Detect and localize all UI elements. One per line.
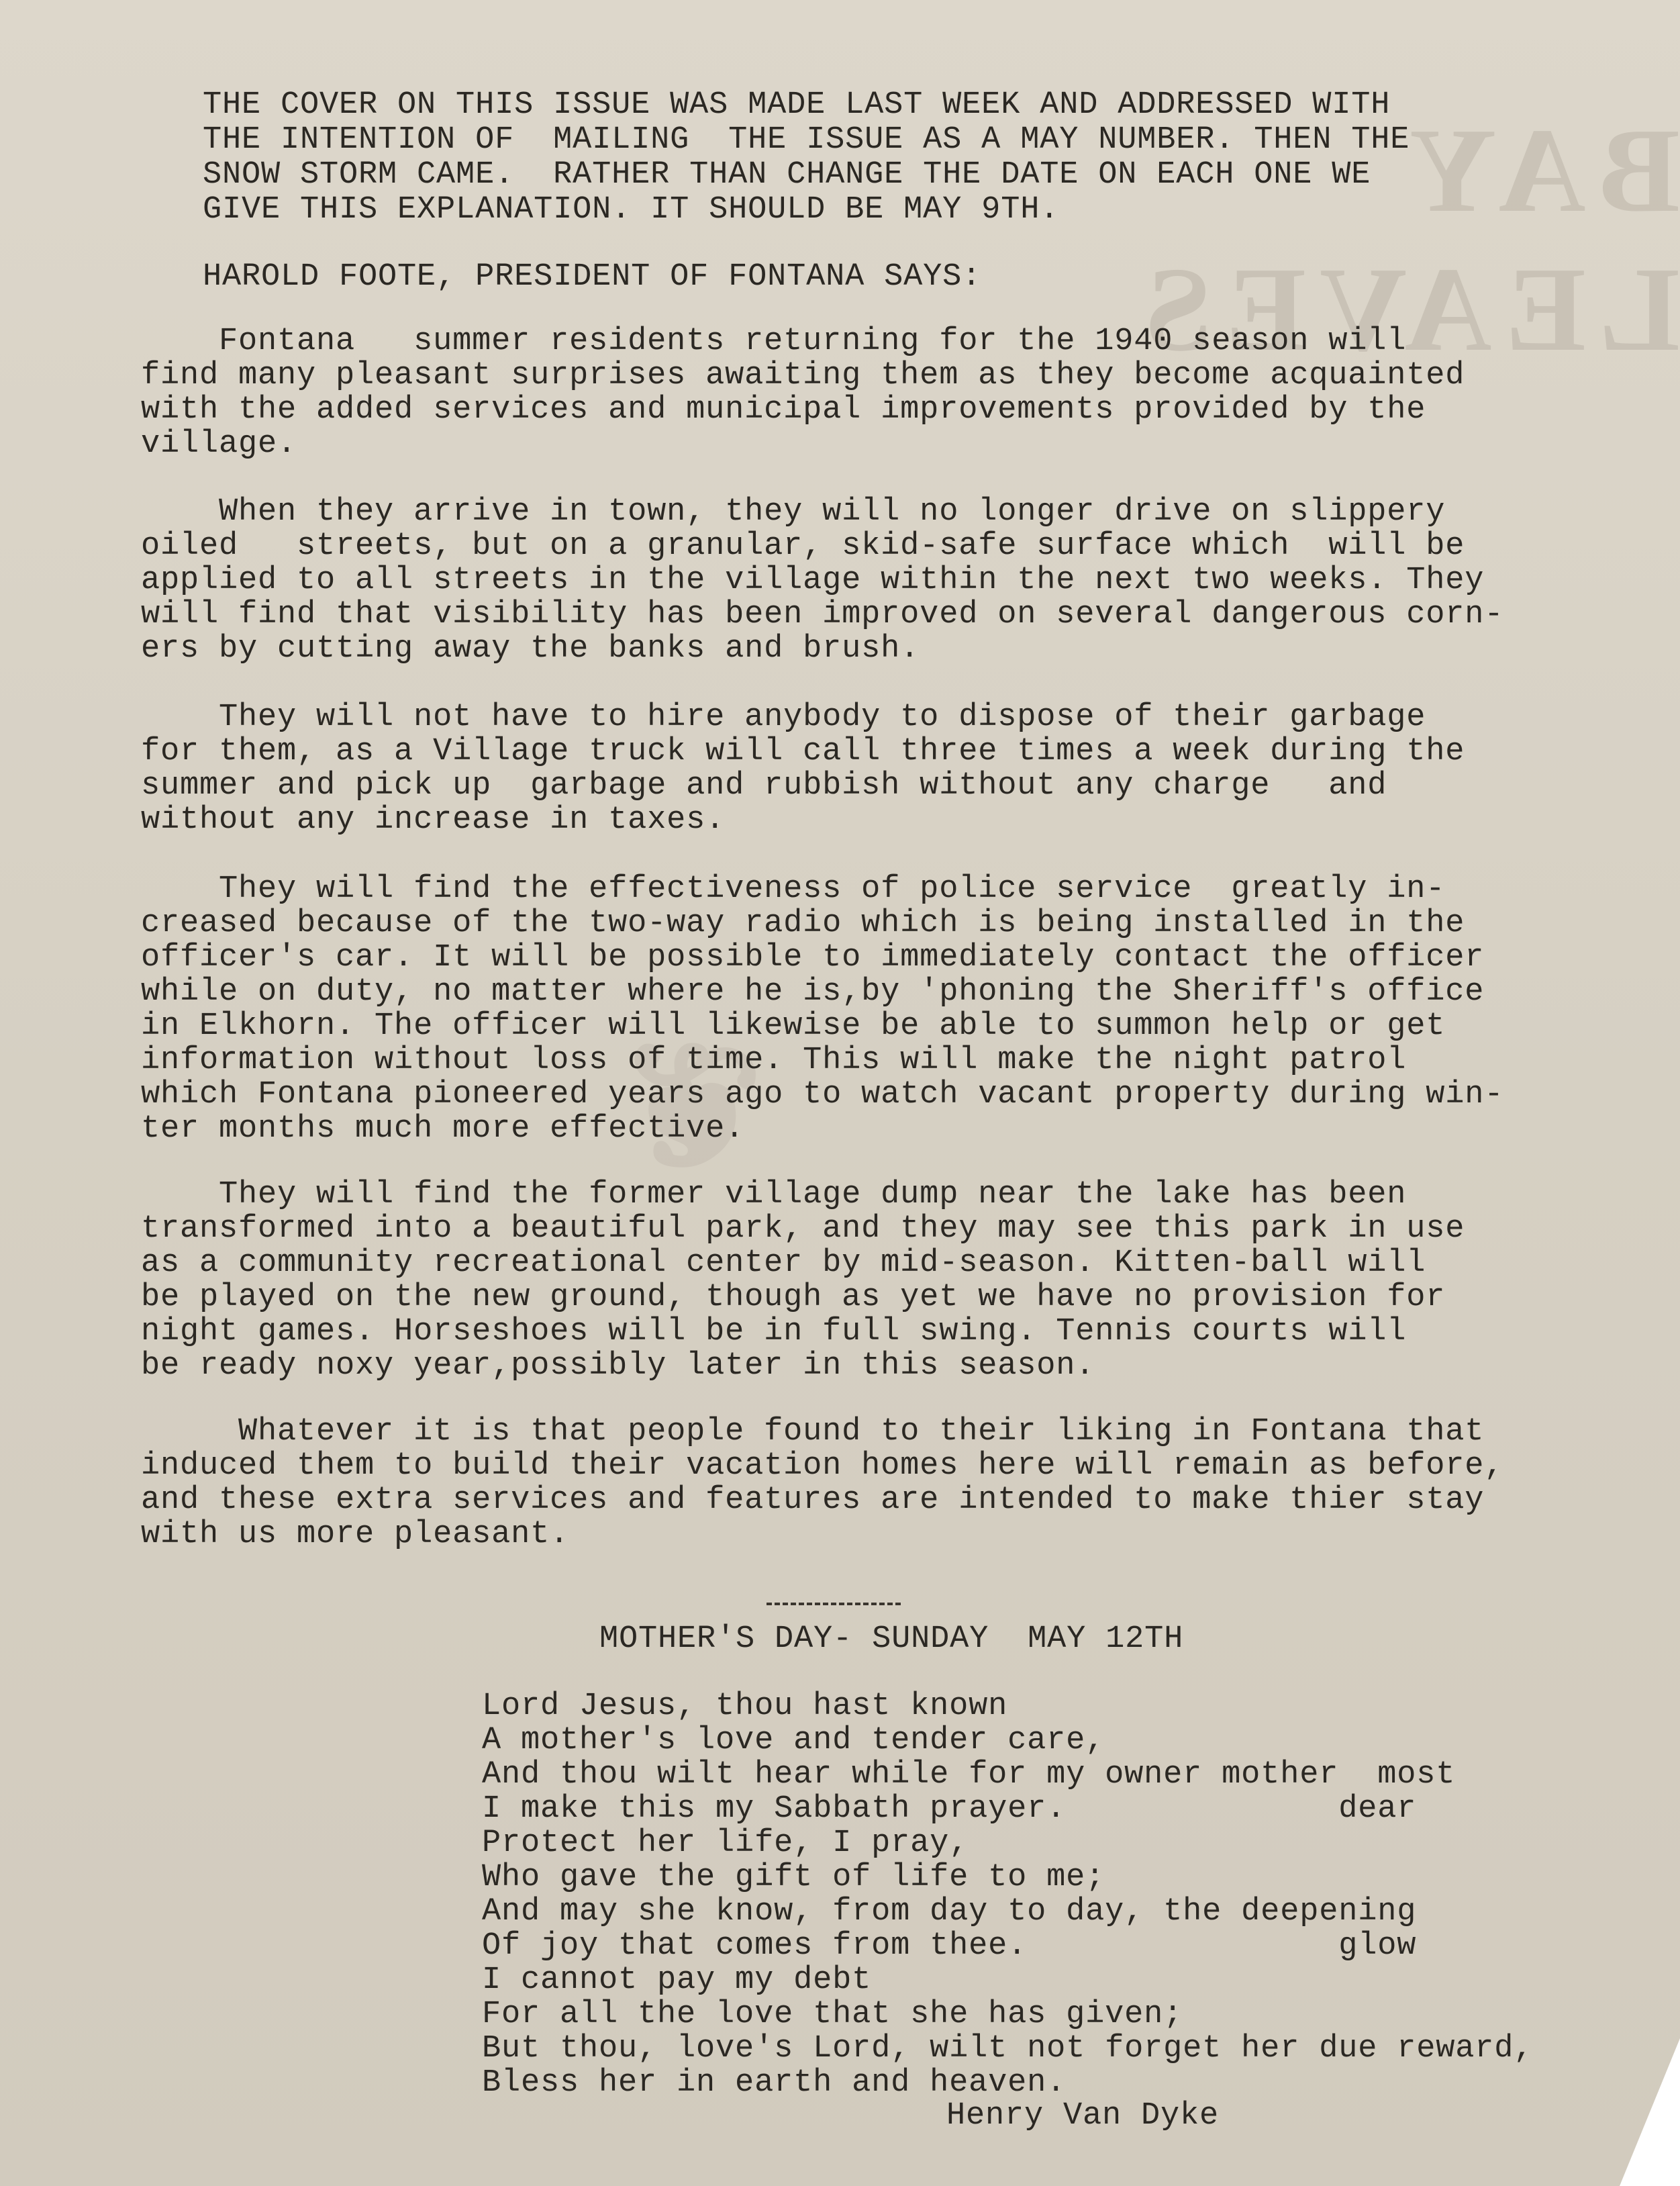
notice-line: SNOW STORM CAME. RATHER THAN CHANGE THE DATE ON EACH ONE WE	[203, 157, 1371, 193]
paragraph-line: with the added services and municipal improvements provided by the	[141, 392, 1426, 428]
paragraph-line: for them, as a Village truck will call three times a week during the	[141, 734, 1465, 769]
notice-line: GIVE THIS EXPLANATION. IT SHOULD BE MAY 9TH.	[203, 192, 1060, 228]
paragraph-line: applied to all streets in the village within the next two weeks. They	[141, 563, 1485, 598]
poem-line: Of joy that comes from thee. glow	[482, 1928, 1417, 1964]
paragraph-line: will find that visibility has been improved on several dangerous corn-	[141, 597, 1504, 632]
poem-line: Bless her in earth and heaven.	[482, 2065, 1067, 2101]
paragraph-line: be ready noxy year,possibly later in this season.	[141, 1348, 1095, 1384]
paragraph-line: and these extra services and features are intended to make thier stay	[141, 1482, 1485, 1518]
paragraph-line: They will find the former village dump near the lake has been	[141, 1177, 1407, 1213]
paragraph-line: in Elkhorn. The officer will likewise be able to summon help or get	[141, 1008, 1446, 1044]
notice-line: THE COVER ON THIS ISSUE WAS MADE LAST WEEK AND ADDRESSED WITH	[203, 87, 1391, 123]
poem-line: A mother's love and tender care,	[482, 1723, 1105, 1758]
paragraph-line: village.	[141, 426, 297, 462]
paragraph-line: officer's car. It will be possible to immediately contact the officer	[141, 940, 1485, 976]
paragraph-line: be played on the new ground, though as yet we have no provision for	[141, 1280, 1446, 1315]
paragraph-line: ter months much more effective.	[141, 1111, 745, 1147]
paragraph-line: without any increase in taxes.	[141, 802, 726, 838]
paragraph-line: They will find the effectiveness of police service greatly in-	[141, 871, 1446, 907]
poem-line: Protect her life, I pray,	[482, 1825, 969, 1861]
show-through-masthead: BAY LEAVES	[1131, 103, 1680, 376]
paragraph-line: When they arrive in town, they will no longer drive on slippery	[141, 494, 1446, 530]
paragraph-line: as a community recreational center by mid-season. Kitten-ball will	[141, 1245, 1426, 1281]
poem-line: I make this my Sabbath prayer. dear	[482, 1791, 1417, 1827]
notice-line: THE INTENTION OF MAILING THE ISSUE AS A MAY NUMBER. THEN THE	[203, 122, 1410, 158]
paragraph-line: transformed into a beautiful park, and they may see this park in use	[141, 1211, 1465, 1247]
paragraph-line: find many pleasant surprises awaiting them as they become acquainted	[141, 358, 1465, 393]
paragraph-line: creased because of the two-way radio which is being installed in the	[141, 906, 1465, 941]
paragraph-line: night games. Horseshoes will be in full swing. Tennis courts will	[141, 1314, 1407, 1349]
paragraph-line: which Fontana pioneered years ago to watch vacant property during win-	[141, 1077, 1504, 1112]
poem-author: Henry Van Dyke	[946, 2098, 1220, 2134]
torn-corner	[1620, 2038, 1680, 2186]
paragraph-line: information without loss of time. This will make the night patrol	[141, 1043, 1407, 1078]
section-divider	[767, 1603, 901, 1605]
paragraph-line: with us more pleasant.	[141, 1517, 570, 1552]
paragraph-line: summer and pick up garbage and rubbish without any charge and	[141, 768, 1387, 804]
paragraph-line: Whatever it is that people found to their liking in Fontana that	[141, 1414, 1485, 1450]
poem-title: MOTHER'S DAY- SUNDAY MAY 12TH	[599, 1621, 1184, 1657]
paragraph-line: ers by cutting away the banks and brush.	[141, 631, 920, 667]
poem-line: I cannot pay my debt	[482, 1962, 872, 1998]
poem-line: Who gave the gift of life to me;	[482, 1860, 1105, 1895]
poem-line: For all the love that she has given;	[482, 1997, 1183, 2032]
show-through-emblem: ❦	[604, 1013, 764, 1206]
paragraph-line: Fontana summer residents returning for the 1940 season will	[141, 324, 1407, 359]
poem-line: And thou wilt hear while for my owner mother most	[482, 1757, 1456, 1793]
paragraph-line: while on duty, no matter where he is,by 'phoning the Sheriff's office	[141, 974, 1485, 1010]
paragraph-line: oiled streets, but on a granular, skid-safe surface which will be	[141, 528, 1465, 564]
paragraph-line: induced them to build their vacation homes here will remain as before,	[141, 1448, 1504, 1484]
poem-line: Lord Jesus, thou hast known	[482, 1689, 1008, 1724]
speaker-heading: HAROLD FOOTE, PRESIDENT OF FONTANA SAYS:	[203, 259, 982, 295]
paragraph-line: They will not have to hire anybody to dispose of their garbage	[141, 700, 1426, 735]
poem-line: And may she know, from day to day, the deepening	[482, 1894, 1417, 1930]
poem-line: But thou, love's Lord, wilt not forget her due reward,	[482, 2031, 1534, 2066]
